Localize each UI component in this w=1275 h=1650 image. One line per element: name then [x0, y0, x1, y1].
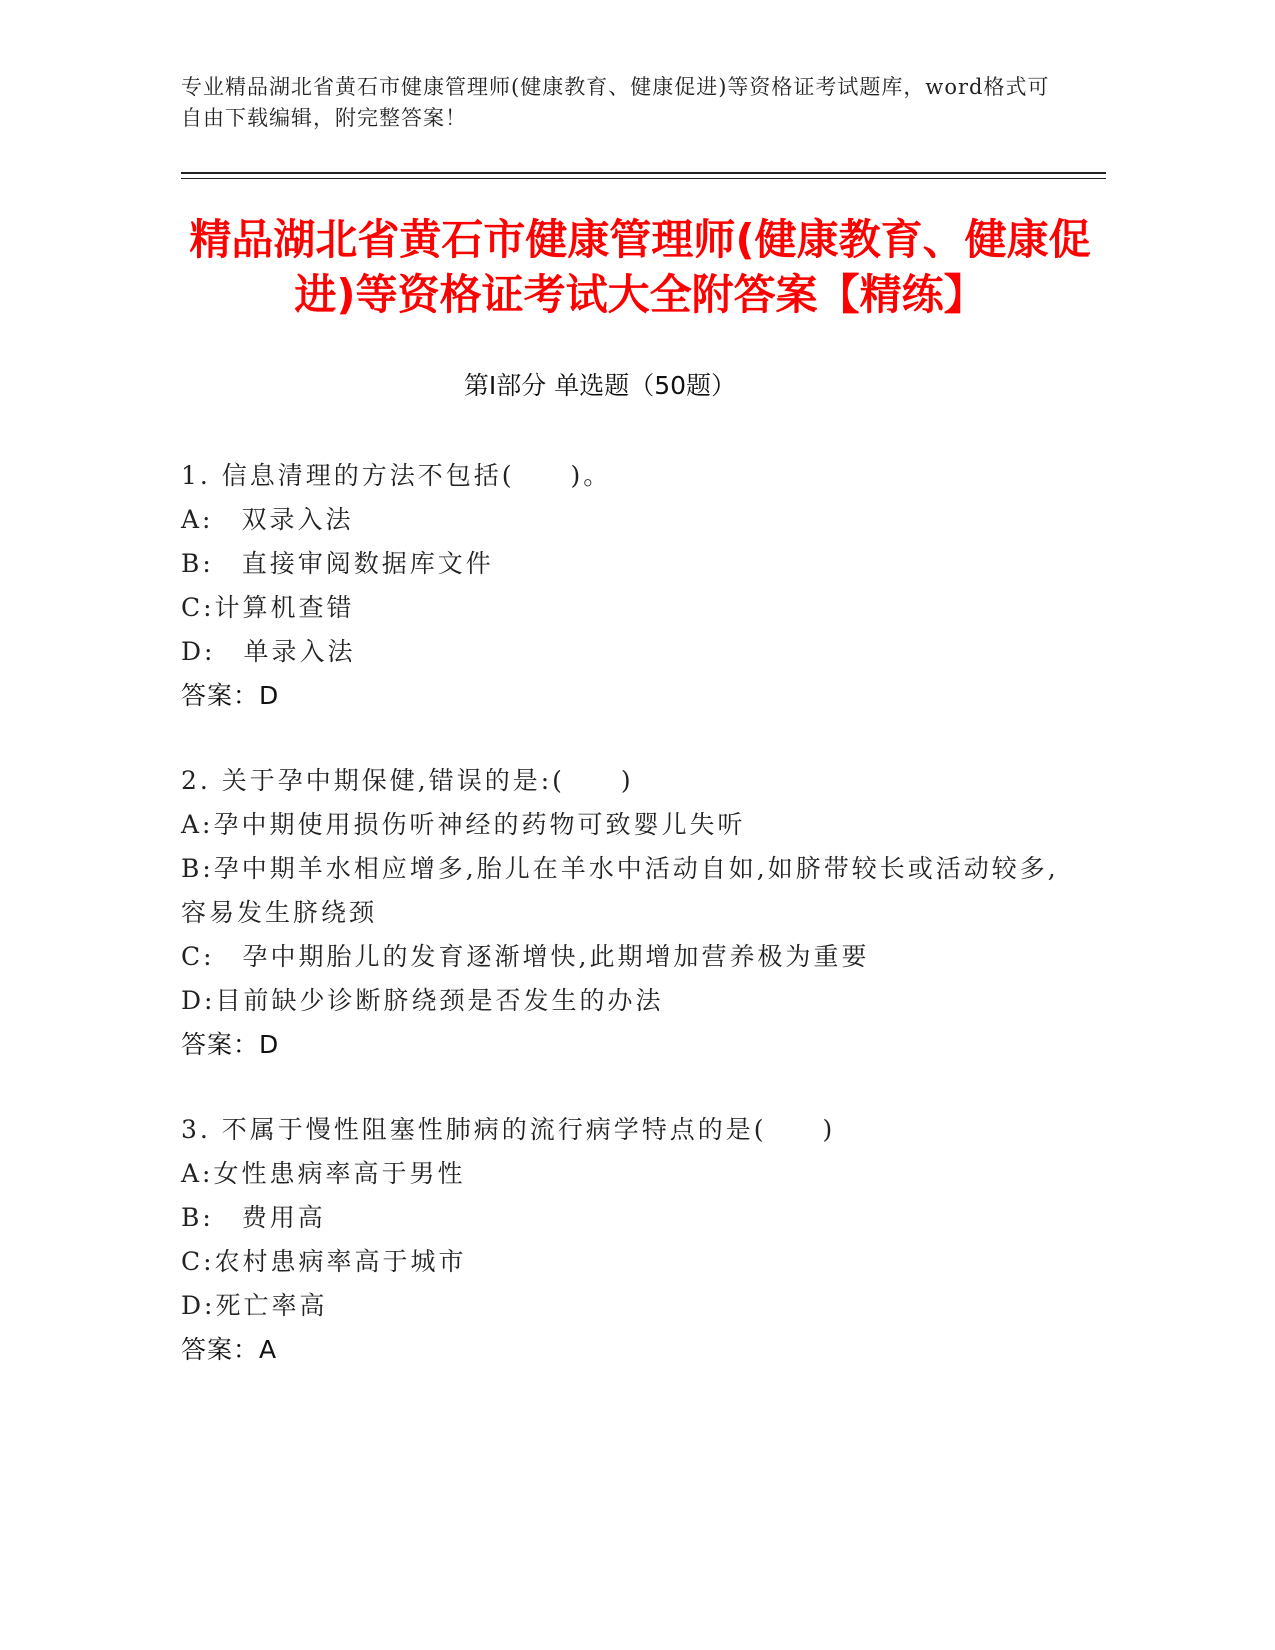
section-title: 第Ⅰ部分 单选题（50题）: [463, 371, 737, 400]
option-d: D:目前缺少诊断脐绕颈是否发生的办法: [181, 986, 664, 1015]
question-2: [181, 759, 1061, 1067]
option-a: A: 双录入法: [181, 505, 354, 534]
option-a: A:女性患病率高于男性: [181, 1159, 466, 1188]
answer: 答案：D: [181, 681, 280, 710]
option-b: B: 直接审阅数据库文件: [181, 549, 494, 578]
question-stem: 2. 关于孕中期保健,错误的是:( ): [181, 766, 634, 795]
option-b: B:孕中期羊水相应增多,胎儿在羊水中活动自如,如脐带较长或活动较多,容易发生脐绕颈: [181, 854, 1059, 927]
option-b: B: 费用高: [181, 1203, 326, 1232]
option-c: C:计算机查错: [181, 593, 355, 622]
document-title: 精品湖北省黄石市健康管理师(健康教育、健康促进)等资格证考试大全附答案【精练】: [189, 215, 1091, 319]
question-stem: 1. 信息清理的方法不包括( )。: [181, 461, 612, 490]
header-divider-thick: [181, 172, 1106, 174]
header-divider-thin: [181, 178, 1106, 179]
option-c: C: 孕中期胎儿的发育逐渐增快,此期增加营养极为重要: [181, 942, 870, 971]
option-c: C:农村患病率高于城市: [181, 1247, 467, 1276]
option-a: A:孕中期使用损伤听神经的药物可致婴儿失听: [181, 810, 746, 839]
answer: 答案：A: [181, 1335, 278, 1364]
question-3: [181, 1108, 1061, 1372]
question-1: [181, 454, 1061, 718]
answer: 答案：D: [181, 1030, 280, 1059]
option-d: D: 单录入法: [181, 637, 356, 666]
header-note: 专业精品湖北省黄石市健康管理师(健康教育、健康促进)等资格证考试题库，word格式可自由下载编辑，附完整答案！: [181, 75, 1050, 130]
question-stem: 3. 不属于慢性阻塞性肺病的流行病学特点的是( ): [181, 1115, 836, 1144]
option-d: D:死亡率高: [181, 1291, 328, 1320]
